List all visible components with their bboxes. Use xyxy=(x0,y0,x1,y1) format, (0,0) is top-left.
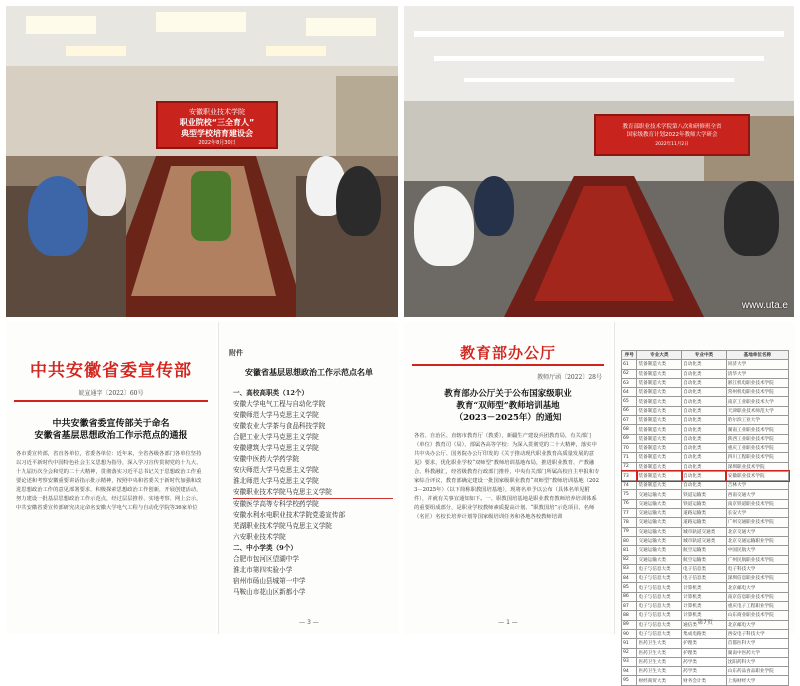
table-row xyxy=(622,518,789,527)
table-cell: 南京工业职业技术大学 xyxy=(726,397,788,406)
page-number: — 3 — xyxy=(299,619,319,626)
table-cell: 财务会计类 xyxy=(682,676,727,685)
table-cell: 自动化类 xyxy=(682,434,727,443)
table-cell: 电子信息类 xyxy=(682,564,727,573)
doc-title-line: 教育“双师型”教师培训基地 xyxy=(456,401,560,411)
table-row xyxy=(622,667,789,676)
table-cell: 82 xyxy=(622,555,637,564)
table-cell: 自动化类 xyxy=(682,471,727,480)
column-header: 专业大类 xyxy=(637,351,682,360)
screen-line: 2022年11月2日 xyxy=(655,142,689,147)
table-row xyxy=(622,499,789,508)
table-cell: 装备制造大类 xyxy=(637,406,682,415)
table-cell: 74 xyxy=(622,481,637,490)
table-cell: 71 xyxy=(622,453,637,462)
doc-title-line: 中共安徽省委宣传部关于命名 xyxy=(52,419,170,429)
table-cell: 重庆工业职业技术学院 xyxy=(726,443,788,452)
table-cell: 自动化类 xyxy=(682,416,727,425)
table-row xyxy=(622,509,789,518)
column-header: 基地单位名称 xyxy=(726,351,788,360)
table-cell: 护理类 xyxy=(682,648,727,657)
document-notice-cover xyxy=(6,322,216,634)
table-cell: 73 xyxy=(622,471,637,480)
table-row xyxy=(622,629,789,638)
table-cell: 84 xyxy=(622,574,637,583)
table-cell: 66 xyxy=(622,406,637,415)
table-cell: 78 xyxy=(622,518,637,527)
table-cell: 87 xyxy=(622,602,637,611)
table-cell: 计算机类 xyxy=(682,583,727,592)
table-row xyxy=(622,388,789,397)
table-row xyxy=(622,574,789,583)
table-cell: 道路运输类 xyxy=(682,509,727,518)
table-row xyxy=(622,639,789,648)
table-row xyxy=(622,657,789,666)
table-cell: 电子与信息大类 xyxy=(637,611,682,620)
table-cell: 交通运输大类 xyxy=(637,509,682,518)
table-cell: 电子与信息大类 xyxy=(637,602,682,611)
list-item: 合肥工业大学马克思主义学院 xyxy=(233,433,319,441)
table-cell: 67 xyxy=(622,416,637,425)
column-header: 序号 xyxy=(622,351,637,360)
table-cell: 装备制造大类 xyxy=(637,443,682,452)
attendee xyxy=(724,181,779,256)
table-cell: 89 xyxy=(622,620,637,629)
table-cell: 电子与信息大类 xyxy=(637,592,682,601)
table-cell: 西南交通大学 xyxy=(726,490,788,499)
table-cell: 山东商业职业技术学院 xyxy=(726,611,788,620)
table-row xyxy=(622,602,789,611)
annex-title: 安徽省基层思想政治工作示范点名单 xyxy=(245,367,373,377)
table-row xyxy=(622,583,789,592)
meeting-photo-right xyxy=(404,6,794,317)
meeting-room-scene xyxy=(6,6,398,317)
table-cell: 北京交通运输职业学院 xyxy=(726,536,788,545)
list-item: 淮北师范大学马克思主义学院 xyxy=(233,477,319,485)
table-cell: 电子科技大学 xyxy=(726,564,788,573)
table-cell: 83 xyxy=(622,564,637,573)
doc-body: 各市委宣传部，省直各单位，省委各单位：近年来，全省各级各部门各单位坚持以习近平新时代中国特色社会主义思想为指导，深入学习宣传贯彻党的十九大、十九届历次全会和党的二十大精神，贯彻落实习近平总书记关于思想政治工作重要论述和考察安徽重要讲话指示批示精神，按照中央和省委关于新时代加强和改进思想政治工作的意见部署要求，积极探索思想政治工作创新，开展创建活动，努力建设一批基层思想政治工作示范点，经过层层推荐、实地考察、网上公示，中共安徽省委宣传部研究决定命名安徽大学电气工程与自动化学院等36家单位 xyxy=(16,451,202,511)
table-cell: 91 xyxy=(622,639,637,648)
table-cell: 76 xyxy=(622,499,637,508)
table-cell: 88 xyxy=(622,611,637,620)
doc-title-line: （2023－2025年）的通知 xyxy=(454,413,562,423)
table-cell: 电子信息类 xyxy=(682,574,727,583)
table-cell: 西安电子科技大学 xyxy=(726,629,788,638)
table-cell: 医药卫生大类 xyxy=(637,667,682,676)
table-cell: 80 xyxy=(622,536,637,545)
table-cell: 装备制造大类 xyxy=(637,471,682,480)
table-cell: 65 xyxy=(622,397,637,406)
table-cell: 62 xyxy=(622,369,637,378)
table-row xyxy=(622,462,789,471)
page-number: 第7页 xyxy=(697,619,713,626)
table-cell: 财经商贸大类 xyxy=(637,676,682,685)
table-row xyxy=(622,555,789,564)
table-cell: 长安大学 xyxy=(726,509,788,518)
table-cell: 装备制造大类 xyxy=(637,462,682,471)
table-header-row xyxy=(622,351,789,360)
doc-number: 教师厅函〔2022〕28号 xyxy=(537,374,602,381)
screen-line: 国家级教育计划2022年教师大学研会 xyxy=(626,132,718,138)
table-cell: 装备制造大类 xyxy=(637,388,682,397)
table-cell: 交通运输大类 xyxy=(637,555,682,564)
table-cell: 电子与信息大类 xyxy=(637,583,682,592)
table-cell: 自动化类 xyxy=(682,481,727,490)
table-cell: 四川工程职业技术学院 xyxy=(726,453,788,462)
list-item: 芜湖职业技术学院马克思主义学院 xyxy=(233,522,332,530)
table-cell: 南京信息职业技术学院 xyxy=(726,592,788,601)
table-cell: 交通运输大类 xyxy=(637,527,682,536)
table-cell: 广州交通职业技术学院 xyxy=(726,518,788,527)
table-cell: 通信类 xyxy=(682,620,727,629)
table-cell: 装备制造大类 xyxy=(637,397,682,406)
screen-line: 教育部职业技术学院第八次和研修班全省 xyxy=(622,124,722,130)
table-cell: 交通运输大类 xyxy=(637,536,682,545)
table-row xyxy=(622,648,789,657)
table-cell: 装备制造大类 xyxy=(637,378,682,387)
table-cell: 常州机电职业技术学院 xyxy=(726,388,788,397)
table-cell: 75 xyxy=(622,490,637,499)
list-item: 安庆师范大学马克思主义学院 xyxy=(233,466,319,474)
table-cell: 自动化类 xyxy=(682,388,727,397)
doc-header: 教育部办公厅 xyxy=(459,344,556,362)
table-cell: 浙江机电职业技术学院 xyxy=(726,378,788,387)
column-header: 专业中类 xyxy=(682,351,727,360)
red-divider xyxy=(412,364,604,366)
table-cell: 69 xyxy=(622,434,637,443)
screen-line: 典型学校培育建设会 xyxy=(181,129,253,138)
table-cell: 自动化类 xyxy=(682,378,727,387)
table-cell: 自动化类 xyxy=(682,443,727,452)
table-cell: 自动化类 xyxy=(682,397,727,406)
table-cell: 电子与信息大类 xyxy=(637,620,682,629)
table-cell: 电子与信息大类 xyxy=(637,629,682,638)
table-cell: 沈阳药科大学 xyxy=(726,657,788,666)
table-cell: 95 xyxy=(622,676,637,685)
table-row xyxy=(622,406,789,415)
table-row xyxy=(622,453,789,462)
table-cell: 吉林大学 xyxy=(726,481,788,490)
table-cell: 首都医科大学 xyxy=(726,639,788,648)
table-row xyxy=(622,397,789,406)
table-row xyxy=(622,481,789,490)
table-cell: 63 xyxy=(622,378,637,387)
list-item: 安徽水利水电职业技术学院党委宣传部 xyxy=(233,511,346,519)
list-item: 安徽医学高等专科学校药学院 xyxy=(233,500,319,508)
table-cell: 交通运输大类 xyxy=(637,490,682,499)
table-cell: 哈尔滨工业大学 xyxy=(726,416,788,425)
table-row xyxy=(622,527,789,536)
table-cell: 交通运输大类 xyxy=(637,518,682,527)
table-cell: 广州民航职业技术学院 xyxy=(726,555,788,564)
list-item: 安徽大学电气工程与自动化学院 xyxy=(233,400,326,408)
screen-line: 安徽职业技术学院 xyxy=(189,108,245,116)
document-base-table xyxy=(614,322,795,684)
table-row xyxy=(622,378,789,387)
table-cell: 交通运输大类 xyxy=(637,499,682,508)
table-cell: 中国民航大学 xyxy=(726,546,788,555)
document-annex-list xyxy=(218,322,399,634)
table-cell: 90 xyxy=(622,629,637,638)
table-cell: 铁道运输类 xyxy=(682,499,727,508)
screen-line: 职业院校“三全育人” xyxy=(179,118,255,127)
table-cell: 湖南中医药大学 xyxy=(726,648,788,657)
table-cell: 计算机类 xyxy=(682,611,727,620)
red-divider xyxy=(14,400,208,402)
table-row xyxy=(622,443,789,452)
table-cell: 交通运输大类 xyxy=(637,546,682,555)
table-cell: 湖南工业职业技术学院 xyxy=(726,425,788,434)
table-cell: 清华大学 xyxy=(726,369,788,378)
table-cell: 道路运输类 xyxy=(682,518,727,527)
table-cell: 64 xyxy=(622,388,637,397)
attendee xyxy=(28,176,88,256)
table-cell: 79 xyxy=(622,527,637,536)
table-cell: 装备制造大类 xyxy=(637,369,682,378)
table-cell: 航空运输类 xyxy=(682,555,727,564)
section-heading: 一、高校高职类（12个） xyxy=(233,389,309,397)
list-item: 安徽师范大学马克思主义学院 xyxy=(233,411,319,419)
attendee xyxy=(474,176,514,236)
list-item: 淮北市第四实验小学 xyxy=(233,566,293,574)
table-cell: 装备制造大类 xyxy=(637,425,682,434)
list-item: 合肥市包河区望湖中学 xyxy=(233,555,299,563)
attendee xyxy=(414,186,474,266)
base-list-table xyxy=(621,350,789,686)
document-moe-notice xyxy=(404,322,612,634)
table-cell: 城市轨道交通类 xyxy=(682,536,727,545)
table-cell: 北京邮电大学 xyxy=(726,620,788,629)
screen-line: 2022年8月30日 xyxy=(198,140,236,146)
projection-screen xyxy=(594,114,750,156)
attendee xyxy=(86,156,126,216)
list-item: 安徽农业大学茶与食品科技学院 xyxy=(233,422,326,430)
table-cell: 自动化类 xyxy=(682,406,727,415)
table-cell: 电子与信息大类 xyxy=(637,564,682,573)
table-cell: 医药卫生大类 xyxy=(637,657,682,666)
list-item: 安徽中医药大学药学院 xyxy=(233,455,299,463)
table-cell: 药学类 xyxy=(682,667,727,676)
table-cell: 医药卫生大类 xyxy=(637,648,682,657)
table-row xyxy=(622,592,789,601)
annex-label: 附件 xyxy=(229,348,243,357)
table-cell: 安徽职业技术学院 xyxy=(726,471,788,480)
table-cell: 药学类 xyxy=(682,657,727,666)
page-number: — 1 — xyxy=(498,619,518,626)
table-cell: 铁道运输类 xyxy=(682,490,727,499)
table-cell: 南京铁道职业技术学院 xyxy=(726,499,788,508)
table-cell: 自动化类 xyxy=(682,453,727,462)
list-item-highlighted: 安徽职业技术学院马克思主义学院 xyxy=(233,487,393,499)
table-cell: 同济大学 xyxy=(726,360,788,369)
table-cell: 自动化类 xyxy=(682,462,727,471)
table-row xyxy=(622,425,789,434)
table-cell: 77 xyxy=(622,509,637,518)
doc-title-line: 安徽省基层思想政治工作示范点的通报 xyxy=(34,431,188,441)
watermark-text: www.uta.e xyxy=(741,300,788,311)
attendee xyxy=(336,166,381,236)
table-cell: 陕西工业职业技术学院 xyxy=(726,434,788,443)
table-row xyxy=(622,360,789,369)
table-row xyxy=(622,416,789,425)
table-cell: 护理类 xyxy=(682,639,727,648)
list-item: 宿州市砀山县城第一中学 xyxy=(233,577,306,585)
table-row xyxy=(622,490,789,499)
table-cell: 装备制造大类 xyxy=(637,481,682,490)
table-row xyxy=(622,536,789,545)
doc-body: 各省、自治区、直辖市教育厅（教委），新疆生产建设兵团教育局，有关部门（单位）教育司（局），部属各高等学校：为深入贯彻党的二十大精神，落实中共中央办公厅、国务院办公厅印发的《关于推动现代职业教育高质量发展的意见》要求，优化职业学校“双师型”教师培训基地布局，推进职业教育、产教融合、科教融汇，经省级教育行政部门推荐，中央有关部门所属高校自主申报和专家综合评议，教育部确定建设一批国家级职业教育“双师型”教师培训基地（2023－2025年）（以下简称职教国培基地），现将名单予以公布（具体名单见附件），并就有关事宜通知如下。一、职教国培基地是职业教育教师培养培训体系的重要组成部分，是职业学校教师素质提高计划、“职教国培”示范项目、名师（名匠）名校长培养计划等国家级培训任务和各地各校教师培训 xyxy=(414,433,600,520)
table-cell: 电子与信息大类 xyxy=(637,574,682,583)
table-cell: 上海财经大学 xyxy=(726,676,788,685)
table-cell: 山东药品食品职业学院 xyxy=(726,667,788,676)
table-cell: 计算机类 xyxy=(682,602,727,611)
table-cell: 航空运输类 xyxy=(682,546,727,555)
table-row xyxy=(622,434,789,443)
table-cell: 计算机类 xyxy=(682,592,727,601)
doc-title-line: 教育部办公厅关于公布国家级职业 xyxy=(444,389,572,399)
table-cell: 自动化类 xyxy=(682,425,727,434)
section-heading: 二、中小学类（9个） xyxy=(233,544,297,552)
list-item: 马鞍山市花山区新都小学 xyxy=(233,588,306,596)
table-cell: 装备制造大类 xyxy=(637,416,682,425)
list-item: 安徽建筑大学马克思主义学院 xyxy=(233,444,319,452)
list-item: 六安职业技术学院 xyxy=(233,533,286,541)
table-cell: 72 xyxy=(622,462,637,471)
table-cell: 68 xyxy=(622,425,637,434)
doc-header: 中共安徽省委宣传部 xyxy=(30,361,192,381)
table-cell: 重庆电子工程职业学院 xyxy=(726,602,788,611)
projection-screen xyxy=(156,101,278,149)
table-row xyxy=(622,546,789,555)
doc-number: 皖宣通字〔2022〕60号 xyxy=(78,390,144,397)
table-cell: 92 xyxy=(622,648,637,657)
table-row xyxy=(622,564,789,573)
table-cell: 94 xyxy=(622,667,637,676)
table-cell: 北京邮电大学 xyxy=(726,583,788,592)
table-cell: 医药卫生大类 xyxy=(637,639,682,648)
table-cell: 61 xyxy=(622,360,637,369)
table-row-highlighted xyxy=(622,471,789,480)
table-cell: 天津职业技术师范大学 xyxy=(726,406,788,415)
table-cell: 装备制造大类 xyxy=(637,453,682,462)
table-cell: 北京交通大学 xyxy=(726,527,788,536)
table-cell: 自动化类 xyxy=(682,360,727,369)
table-cell: 集成电路类 xyxy=(682,629,727,638)
table-cell: 93 xyxy=(622,657,637,666)
table-cell: 城市轨道交通类 xyxy=(682,527,727,536)
table-cell: 85 xyxy=(622,583,637,592)
table-cell: 深圳信息职业技术学院 xyxy=(726,574,788,583)
meeting-photo-left xyxy=(6,6,398,317)
table-cell: 自动化类 xyxy=(682,369,727,378)
meeting-room-scene xyxy=(404,6,794,317)
table-cell: 装备制造大类 xyxy=(637,434,682,443)
table-cell: 深圳职业技术学院 xyxy=(726,462,788,471)
table-cell: 装备制造大类 xyxy=(637,360,682,369)
table-cell: 86 xyxy=(622,592,637,601)
table-row xyxy=(622,369,789,378)
table-cell: 81 xyxy=(622,546,637,555)
table-cell: 70 xyxy=(622,443,637,452)
table-row xyxy=(622,676,789,685)
